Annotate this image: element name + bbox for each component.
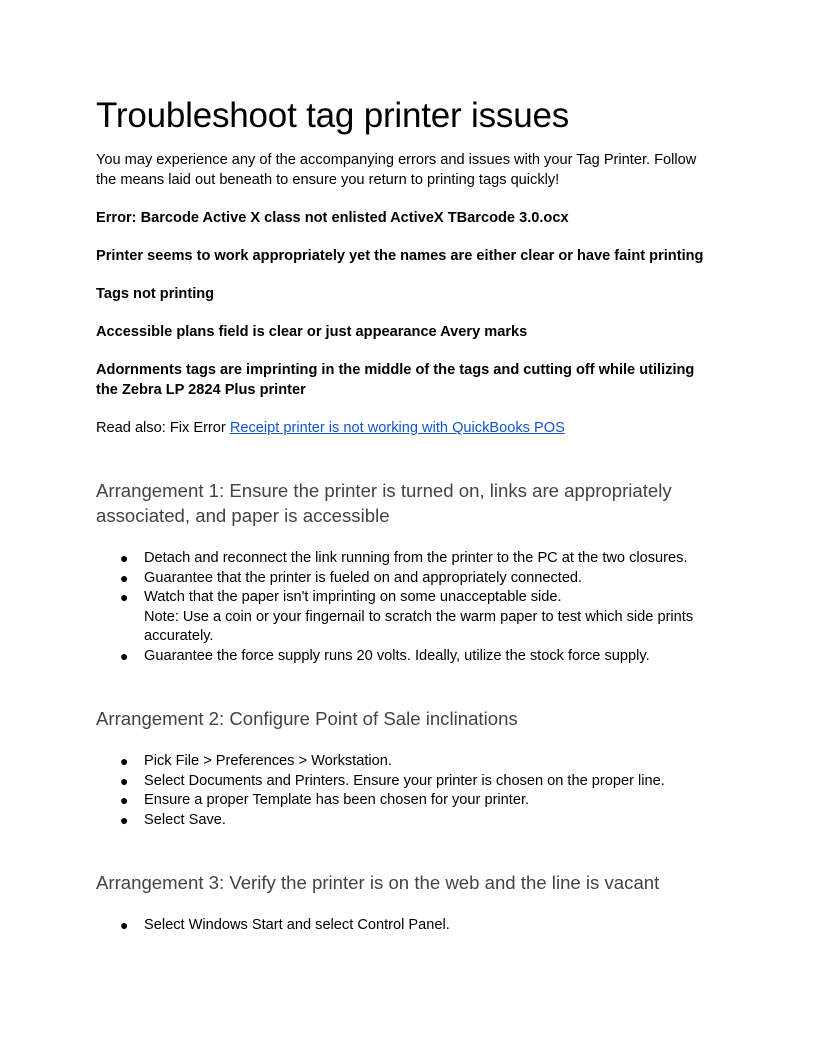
list-item: [120, 569, 720, 589]
issue-1: Error: Barcode Active X class not enlisted ActiveX TBarcode 3.0.ocx: [96, 210, 569, 226]
intro-paragraph: You may experience any of the accompanying errors and issues with your Tag Printer. Follow the means laid out beneath to ensure you return to printing tags quickly!: [96, 152, 697, 188]
bullet-icon: ●: [120, 569, 129, 586]
bullet-icon: ●: [120, 589, 129, 605]
issue-3: Tags not printing: [96, 286, 215, 302]
list-item-text: Ensure a proper Template has been chosen for your printer.: [144, 792, 530, 808]
list-item: [120, 647, 720, 667]
list-item: [120, 772, 720, 792]
section-1-list: [96, 549, 720, 666]
bullet-icon: ●: [120, 772, 129, 789]
section-2-heading: Arrangement 2: Configure Point of Sale inclinations: [96, 708, 518, 729]
list-item: [120, 811, 720, 831]
document-page: [96, 94, 720, 936]
issue-5: Adornments tags are imprinting in the middle of the tags and cutting off while utilizing the Zebra LP 2824 Plus printer: [96, 362, 695, 398]
list-item: [120, 549, 720, 569]
list-item-text: Guarantee the force supply runs 20 volts. Ideally, utilize the stock force supply.: [144, 647, 650, 664]
list-item-text: Select Documents and Printers. Ensure your printer is chosen on the proper line.: [144, 772, 665, 789]
list-item: [120, 588, 720, 647]
page-title: Troubleshoot tag printer issues: [96, 96, 570, 135]
bullet-icon: ●: [120, 753, 129, 769]
list-item-text: Detach and reconnect the link running from the printer to the PC at the two closures.: [144, 550, 688, 566]
section-2-list: [96, 752, 720, 830]
bullet-icon: ●: [120, 550, 129, 566]
bullet-icon: ●: [120, 917, 129, 933]
section-3-list: [96, 916, 720, 936]
bullet-icon: ●: [120, 647, 129, 664]
list-item-note: Note: Use a coin or your fingernail to scratch the warm paper to test which side prints accurately.: [144, 608, 694, 644]
list-item: [120, 752, 720, 772]
read-also: [96, 418, 720, 438]
issue-4: Accessible plans field is clear or just appearance Avery marks: [96, 324, 528, 340]
bullet-icon: ●: [120, 792, 129, 808]
list-item: [120, 791, 720, 811]
list-item-text: Select Save.: [144, 811, 226, 828]
section-3-heading: Arrangement 3: Verify the printer is on the web and the line is vacant: [96, 872, 660, 893]
list-item: [120, 916, 720, 936]
list-item-text: Watch that the paper isn't imprinting on some unacceptable side.: [144, 589, 562, 605]
issue-2: Printer seems to work appropriately yet the names are either clear or have faint printing: [96, 248, 704, 264]
section-1-heading: Arrangement 1: Ensure the printer is turned on, links are appropriately associated, and paper is accessible: [96, 480, 672, 526]
list-item-text: Guarantee that the printer is fueled on and appropriately connected.: [144, 569, 583, 586]
read-also-prefix: Read also: Fix Error: [96, 420, 230, 436]
list-item-text: Select Windows Start and select Control Panel.: [144, 917, 450, 933]
bullet-icon: ●: [120, 811, 129, 828]
list-item-text: Pick File > Preferences > Workstation.: [144, 753, 392, 769]
receipt-printer-link[interactable]: Receipt printer is not working with QuickBooks POS: [229, 420, 565, 436]
